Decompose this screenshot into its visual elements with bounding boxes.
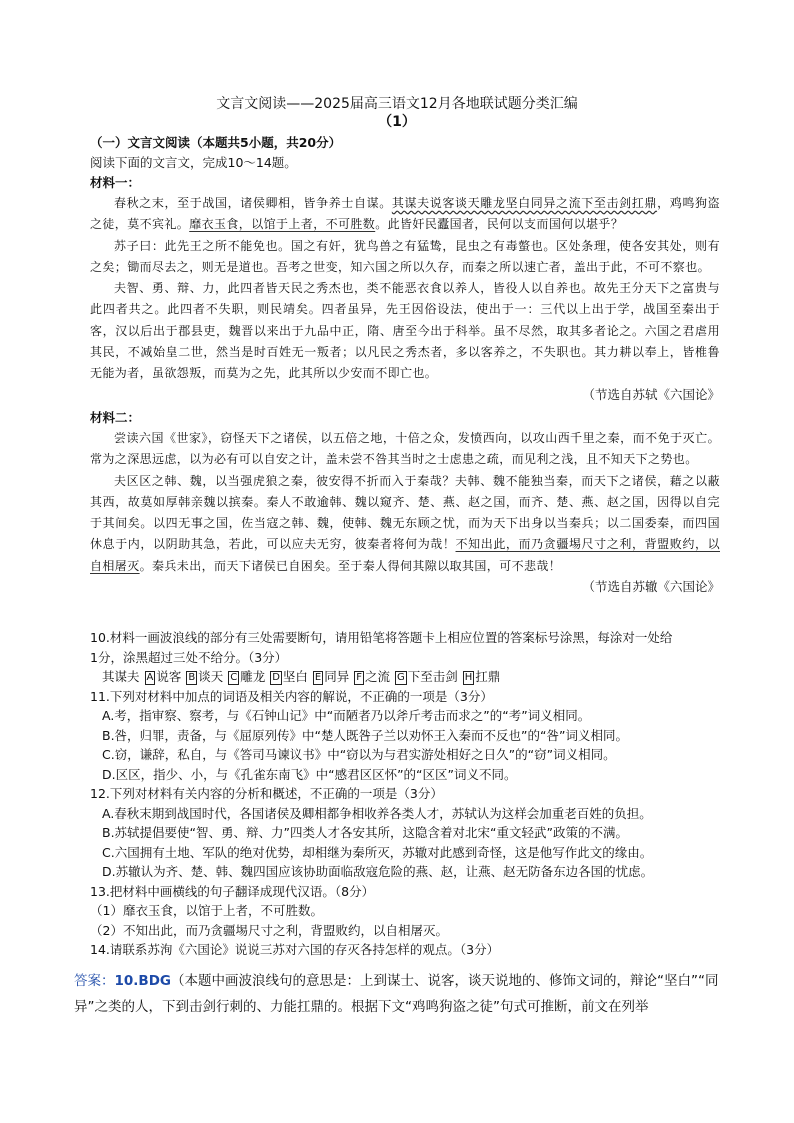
question-12: 12.下列对材料有关内容的分析和概述，不正确的一项是（3分） bbox=[90, 786, 443, 801]
section-heading: （一）文言文阅读（本题共5小题，共20分） bbox=[90, 135, 342, 150]
underlined-sentence-2: 不知出此，而乃贪疆埸尺寸之利，背盟败约，以自相屠灭 bbox=[90, 537, 720, 573]
question-12-option-a: A.春秋末期到战国时代，各国诸侯及卿相都争相收养各类人才，苏轼认为这样会加重老百姓的负担。 bbox=[102, 805, 652, 821]
material-one bbox=[90, 193, 720, 405]
document-title-number: （1） bbox=[378, 114, 416, 130]
segment-box-g[interactable]: G bbox=[397, 672, 405, 683]
document-title: 文言文阅读——2025届高三语文12月各地联试题分类汇编 bbox=[216, 96, 578, 112]
question-12-option-c: C.六国拥有土地、军队的绝对优势，却相继为秦所灭，苏辙对此感到奇怪，这是他写作此文的缘由。 bbox=[102, 844, 653, 860]
answer-key: 10.BDG bbox=[114, 973, 171, 989]
section-header bbox=[90, 133, 720, 193]
wavy-underlined-text: 其谋夫说客谈天雕龙坚白同异之流下至击剑扛鼎 bbox=[391, 196, 658, 210]
material-one-paragraph-1 bbox=[90, 193, 720, 236]
question-10-cont: 1分，涂黑超过三处不给分。（3分） bbox=[90, 649, 288, 665]
segment-box-h[interactable]: H bbox=[464, 672, 473, 683]
segmentation-options bbox=[90, 667, 730, 687]
text-span: 。此皆奸民蠹国者，民何以支而国何以堪乎？ bbox=[375, 217, 624, 232]
segment-text: 同异 bbox=[324, 669, 350, 684]
segment-box-e[interactable]: E bbox=[314, 672, 322, 683]
answer-label: 答案： bbox=[74, 973, 115, 989]
segment-text: 之流 bbox=[365, 669, 391, 684]
segment-text: 扛鼎 bbox=[475, 669, 501, 684]
material-two-paragraph-2 bbox=[90, 471, 720, 577]
material-one-paragraph-3: 夫智、勇、辩、力，此四者皆天民之秀杰也，类不能恶衣食以养人，皆役人以自养也。故先王分天下之富贵与此四者共之。此四者不失职，则民靖矣。四者虽异，先王因俗设法，使出于一：三代以上出于学，战国至秦出于客，汉以后出于郡县吏，魏晋以来出于九品中正，隋、唐至今出于科举。虽不尽然，取其多者论之。六国之君虐用其民，不减始皇二世，然当是时百姓无一叛者；以凡民之秀杰者，多以客养之，不失职也。其力耕以奉上，皆椎鲁无能为者，虽欲怨叛，而莫为之先，此其所以少安而不即亡也。 bbox=[90, 281, 720, 381]
segment-text: 雕龙 bbox=[240, 669, 266, 684]
segment-lead: 其谋夫 bbox=[102, 669, 140, 684]
segment-text: 说客 bbox=[156, 669, 182, 684]
question-11-option-b: B.咎，归罪，责备，与《屈原列传》中“楚人既咎子兰以劝怀王入秦而不反也”的“咎”词义相同。 bbox=[102, 727, 628, 743]
question-11-option-d: D.区区，指少、小，与《孔雀东南飞》中“感君区区怀”的“区区”词义不同。 bbox=[102, 766, 517, 782]
segment-text: 下至击剑 bbox=[407, 669, 458, 684]
segment-box-a[interactable]: A bbox=[146, 672, 154, 683]
questions bbox=[90, 628, 730, 960]
question-13: 13.把材料中画横线的句子翻译成现代汉语。（8分） bbox=[90, 883, 375, 899]
answer-section bbox=[74, 968, 734, 1020]
question-12-option-b: B.苏轼提倡要使“智、勇、辩、力”四类人才各安其所，这隐含着对北宋“重文轻武”政策的不满。 bbox=[102, 825, 628, 840]
material-two-source: （节选自苏辙《六国论》 bbox=[582, 579, 720, 595]
material-one-paragraph-2: 苏子曰：此先王之所不能免也。国之有奸，犹鸟兽之有猛鸷，昆虫之有毒螫也。区处条理，使各安其处，则有之矣；锄而尽去之，则无是道也。吾考之世变，知六国之所以久存，而秦之所以速亡者，盖出于此，不可不察也。 bbox=[90, 238, 720, 274]
segment-text: 坚白 bbox=[282, 669, 308, 684]
segment-box-b[interactable]: B bbox=[188, 672, 196, 683]
question-11-option-a: A.考，指审察、察考，与《石钟山记》中“而陋者乃以斧斤考击而求之”的“考”词义相同。 bbox=[102, 708, 591, 723]
text-span: 春秋之末，至于战国，诸侯卿相，皆争养士自谋。 bbox=[114, 196, 392, 210]
question-13-part-2: （2）不知出此，而乃贪疆埸尺寸之利，背盟败约，以自相屠灭。 bbox=[90, 922, 448, 938]
question-10: 10.材料一画波浪线的部分有三处需要断句，请用铅笔将答题卡上相应位置的答案标号涂黑，每涂对一处给 bbox=[90, 630, 673, 645]
question-12-option-d: D.苏辙认为齐、楚、韩、魏四国应该协助面临敌寇危险的燕、赵，让燕、赵无防备东边各国的忧虑。 bbox=[102, 864, 654, 879]
material-two-paragraph-1: 尝读六国《世家》，窃怪天下之诸侯，以五倍之地，十倍之众，发愤西向，以攻山西千里之秦，而不免于灭亡。常为之深思远虑，以为必有可以自安之计，盖未尝不咎其当时之士虑患之疏，而见利之浅，且不知天下之势也。 bbox=[90, 431, 720, 467]
question-11: 11.下列对材料中加点的词语及相关内容的解说，不正确的一项是（3分） bbox=[90, 688, 493, 704]
question-14: 14.请联系苏洵《六国论》说说三苏对六国的存灭各持怎样的观点。（3分） bbox=[90, 942, 500, 957]
question-11-option-c: C.窃，谦辞，私自，与《答司马谏议书》中“窃以为与君实游处相好之日久”的“窃”词义相同。 bbox=[102, 747, 616, 762]
text-span: 。秦兵未出，而天下诸侯已自困矣。至于秦人得伺其隙以取其国，可不悲哉！ bbox=[139, 558, 562, 573]
answer-explanation: （本题中画波浪线句的意思是：上到谋士、说客，谈天说地的、修饰文词的，辩论“坚白”“同异”之类的人，下到击剑行刺的、力能扛鼎的。根据下文“鸡鸣狗盗之徒”句式可推断，前文在列举 bbox=[74, 973, 719, 1015]
segment-box-c[interactable]: C bbox=[230, 672, 238, 683]
material-two-label: 材料二： bbox=[90, 410, 141, 425]
segment-text: 谈天 bbox=[198, 669, 224, 684]
text-span: ，鸡鸣狗盗之徒，莫不宾礼。 bbox=[90, 196, 720, 232]
material-one-label: 材料一： bbox=[90, 175, 141, 190]
text-span: 夫区区之韩、魏，以当强虎狼之秦，彼安得不折而入于秦哉？夫韩、魏不能独当秦，而天下之诸侯，藉之以蔽其西，故莫如厚韩亲魏以摈秦。秦人不敢逾韩、魏以窥齐、楚、燕、赵之国，而齐、楚、燕、赵之国，因得以自完于其间矣。以四无事之国，佐当寇之韩、魏，使韩、魏无东顾之忧，而为天下出身以当秦兵；以二国委秦，而四国休息于内，以阴助其急，若此，可以应夫无穷，彼秦者将何为哉！ bbox=[90, 473, 720, 552]
material-two bbox=[90, 408, 720, 597]
material-one-source: （节选自苏轼《六国论》 bbox=[582, 386, 720, 402]
section-instruction: 阅读下面的文言文，完成10～14题。 bbox=[90, 155, 297, 170]
segment-box-d[interactable]: D bbox=[272, 672, 280, 683]
question-13-part-1: （1）靡衣玉食，以馆于上者，不可胜数。 bbox=[90, 903, 323, 918]
underlined-sentence-1: 靡衣玉食，以馆于上者，不可胜数 bbox=[189, 217, 376, 232]
segment-box-f[interactable]: F bbox=[356, 672, 362, 683]
